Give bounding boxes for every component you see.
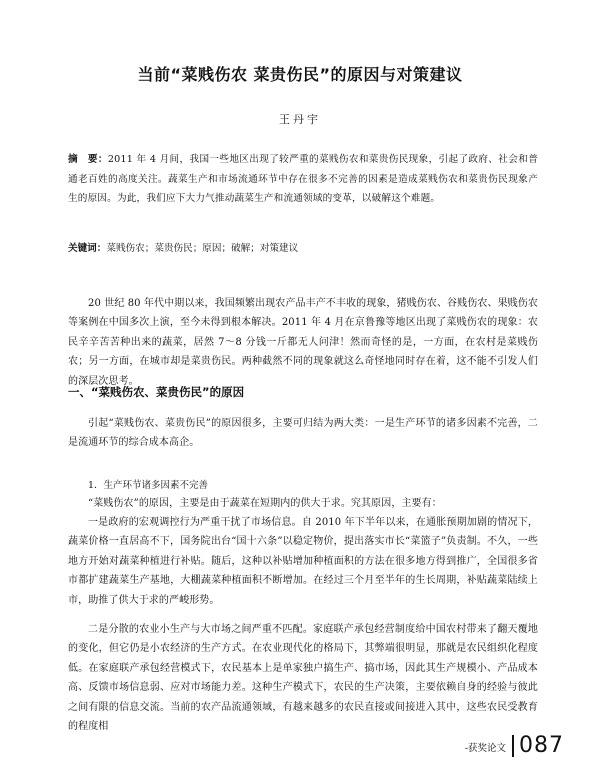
footer-divider [512, 735, 514, 757]
keywords-text: 菜贱伤农；菜贵伤民；原因；破解；对策建议 [106, 243, 299, 254]
cause-paragraph: “菜贱伤农”的原因，主要是由于蔬菜在短期内的供大于求。究其原因，主要有： [88, 498, 442, 509]
page-footer [465, 735, 564, 757]
abstract-text: 2011 年 4 月间，我国一些地区出现了较严重的菜贱伤农和菜贵伤民现象，引起了政府、社会和普通老百姓的高度关注。蔬菜生产和市场流通环节中存在很多不完善的因素是造成菜贱伤农和菜贵伤民现象产生的原因。为此，我们应下大力气推动蔬菜生产和流通领域的变革，以破解这个难题。 [68, 154, 538, 205]
section-heading: 一、“菜贱伤农、菜贵伤民”的原因 [68, 385, 245, 399]
first-reason-paragraph: 一是政府的宏观调控行为严重干扰了市场信息。自 2010 年下半年以来，在通胀预期加剧的情况下，蔬菜价格一直居高不下，国务院出台“国十六条”以稳定物价，提出落实市长“菜篮子”负责制。不久，一些地方开始对蔬菜种植进行补贴。随后，这种以补贴增加种植面积的方法在很多地方得到推广，全国很多省市都扩建蔬菜生产基地，大棚蔬菜种植面积不断增加。在经过三个月至半年的生长周期，补贴蔬菜陆续上市，助推了供大于求的严峻形势。 [68, 517, 538, 606]
page-number: 087 [519, 733, 564, 758]
subsection-heading: 1．生产环节诸多因素不完善 [88, 480, 209, 491]
article-title: 当前“菜贱伤农 菜贵伤民”的原因与对策建议 [137, 65, 463, 84]
author-name: 王丹宇 [279, 113, 321, 126]
abstract-label: 摘 要： [68, 154, 108, 165]
keywords [68, 239, 538, 259]
section-intro-paragraph: 引起“菜贱伤农、菜贵伤民”的原因很多，主要可归结为两大类：一是生产环节的诸多因素不完善，二是流通环节的综合成本高企。 [68, 418, 538, 449]
abstract [68, 150, 538, 209]
keywords-label: 关键词： [68, 243, 107, 254]
second-reason-paragraph: 二是分散的农业小生产与大市场之间严重不匹配。家庭联产承包经营制度给中国农村带来了翻天覆地的变化，但它仍是小农经济的生产方式。在农业现代化的格局下，其弊端很明显，那就是农民组织化程度低。在家庭联产承包经营模式下，农民基本上是单家独户搞生产、搞市场，因此其生产规模小、产品成本高、反馈市场信息弱、应对市场能力差。这种生产模式下，农民的生产决策，主要依赖自身的经验与彼此之间有限的信息交流。当前的农产品流通领域，有越来越多的农民直接或间接进入其中，这些农民受教育的程度相 [68, 624, 538, 733]
intro-paragraph: 20 世纪 80 年代中期以来，我国频繁出现农产品丰产不丰收的现象，猪贱伤农、谷贱伤农、果贱伤农等案例在中国多次上演，至今未得到根本解决。2011 年 4 月在京鲁豫等地区出现了菜贱伤农的现象：农民辛辛苦苦种出来的蔬菜，居然 7～8 分钱一斤都无人问津！然而奇怪的是，一方面，在农村是菜贱伤农；另一方面，在城市却是菜贵伤民。两种截然不同的现象就这么奇怪地同时存在着，这不能不引发人们的深层次思考。 [68, 298, 538, 387]
footer-label: -获奖论文 [464, 743, 506, 754]
